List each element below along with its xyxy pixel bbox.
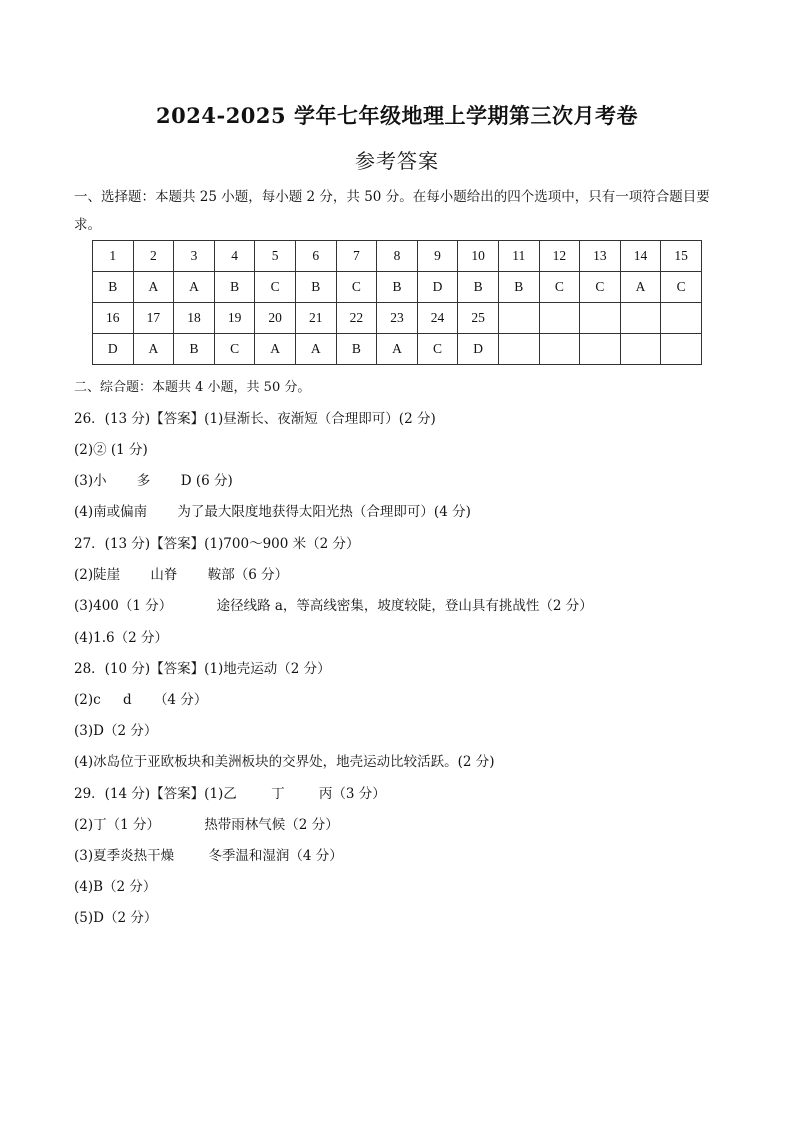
page-subtitle: 参考答案: [355, 149, 439, 173]
q26-answer-4: [74, 500, 471, 520]
table-cell: [498, 303, 539, 334]
table-row: [93, 303, 702, 334]
table-cell: 18: [174, 303, 215, 334]
table-cell: A: [174, 272, 215, 303]
table-cell: D: [417, 272, 458, 303]
table-row: [93, 241, 702, 272]
section1-intro: 一、选择题：本题共 25 小题，每小题 2 分，共 50 分。在每小题给出的四个选项中，只有一项符合题目要求。: [74, 189, 710, 233]
q26-answer-2: (2)② (1 分): [74, 442, 148, 458]
table-row: [93, 272, 702, 303]
table-cell: 13: [580, 241, 621, 272]
table-cell: C: [661, 272, 702, 303]
table-cell: [539, 303, 580, 334]
q26-answer-4a: (4)南或偏南: [74, 504, 148, 520]
table-cell: B: [336, 334, 377, 365]
q28-answer-1: 28．(10 分)【答案】(1)地壳运动（2 分）: [74, 661, 331, 677]
table-cell: [580, 334, 621, 365]
table-cell: 10: [458, 241, 499, 272]
table-cell: [661, 303, 702, 334]
table-cell: 1: [93, 241, 134, 272]
q28-answer-2: [74, 688, 207, 708]
table-cell: A: [377, 334, 418, 365]
table-cell: D: [458, 334, 499, 365]
q29-answer-1: [74, 782, 386, 802]
q29-answer-2: [74, 813, 339, 833]
q28-answer-2b: d: [122, 692, 132, 708]
table-cell: A: [620, 272, 661, 303]
q28-answer-2a: (2)c: [74, 692, 101, 708]
table-cell: C: [214, 334, 255, 365]
q27-answer-4: (4)1.6（2 分）: [74, 630, 168, 646]
table-cell: 14: [620, 241, 661, 272]
table-cell: A: [295, 334, 336, 365]
table-cell: C: [417, 334, 458, 365]
table-cell: 2: [133, 241, 174, 272]
table-cell: D: [93, 334, 134, 365]
q29-answer-3a: (3)夏季炎热干燥: [74, 848, 175, 864]
table-cell: B: [498, 272, 539, 303]
q27-answer-3: [74, 594, 593, 614]
table-cell: B: [174, 334, 215, 365]
table-cell: 24: [417, 303, 458, 334]
table-row: [93, 334, 702, 365]
table-cell: 7: [336, 241, 377, 272]
q29-answer-5: (5)D（2 分）: [74, 910, 158, 926]
table-cell: 19: [214, 303, 255, 334]
table-cell: B: [214, 272, 255, 303]
q26-answer-3b: 多: [136, 473, 151, 489]
table-cell: 3: [174, 241, 215, 272]
q29-answer-1a: 29．(14 分)【答案】(1)乙: [74, 786, 237, 802]
table-cell: C: [255, 272, 296, 303]
table-cell: 9: [417, 241, 458, 272]
q27-answer-2a: (2)陡崖: [74, 567, 121, 583]
table-cell: 11: [498, 241, 539, 272]
table-cell: A: [133, 334, 174, 365]
table-cell: B: [295, 272, 336, 303]
table-cell: 6: [295, 241, 336, 272]
table-cell: 4: [214, 241, 255, 272]
table-cell: 5: [255, 241, 296, 272]
q26-answer-4b: 为了最大限度地获得太阳光热（合理即可）(4 分): [177, 504, 471, 520]
table-cell: 17: [133, 303, 174, 334]
table-cell: 22: [336, 303, 377, 334]
table-cell: C: [336, 272, 377, 303]
table-cell: 21: [295, 303, 336, 334]
table-cell: A: [255, 334, 296, 365]
table-cell: [580, 303, 621, 334]
q27-answer-2: [74, 563, 288, 583]
table-cell: 15: [661, 241, 702, 272]
q29-answer-4: (4)B（2 分）: [74, 879, 157, 895]
page-title: 2024-2025 学年七年级地理上学期第三次月考卷: [156, 103, 638, 128]
q27-answer-1: 27．(13 分)【答案】(1)700～900 米（2 分）: [74, 536, 360, 552]
q28-answer-3: (3)D（2 分）: [74, 723, 158, 739]
q26-answer-3: [74, 469, 233, 489]
table-cell: B: [93, 272, 134, 303]
table-cell: 25: [458, 303, 499, 334]
table-cell: 16: [93, 303, 134, 334]
q26-answer-3a: (3)小: [74, 473, 107, 489]
q28-answer-2c: （4 分）: [153, 692, 208, 708]
table-cell: [620, 334, 661, 365]
q26-answer-3c: D (6 分): [180, 473, 233, 489]
table-cell: B: [377, 272, 418, 303]
q26-answer-1: 26．(13 分)【答案】(1)昼渐长、夜渐短（合理即可）(2 分): [74, 411, 436, 427]
q27-answer-3a: (3)400（1 分）: [74, 598, 173, 614]
table-cell: 20: [255, 303, 296, 334]
q27-answer-2b: 山脊: [150, 567, 178, 583]
table-cell: [539, 334, 580, 365]
table-cell: [620, 303, 661, 334]
table-cell: C: [539, 272, 580, 303]
table-cell: B: [458, 272, 499, 303]
section2-heading: 二、综合题：本题共 4 小题，共 50 分。: [74, 380, 311, 395]
q27-answer-2c: 鞍部（6 分）: [207, 567, 289, 583]
q29-answer-2a: (2)丁（1 分）: [74, 817, 161, 833]
q29-answer-1c: 丙（3 分）: [318, 786, 386, 802]
table-cell: C: [580, 272, 621, 303]
table-cell: [661, 334, 702, 365]
table-cell: 23: [377, 303, 418, 334]
q27-answer-3b: 途径线路 a，等高线密集，坡度较陡，登山具有挑战性（2 分）: [216, 598, 593, 614]
table-cell: 12: [539, 241, 580, 272]
table-cell: [498, 334, 539, 365]
q29-answer-3b: 冬季温和湿润（4 分）: [208, 848, 343, 864]
q29-answer-1b: 丁: [271, 786, 285, 802]
answer-table: [92, 240, 702, 365]
table-cell: 8: [377, 241, 418, 272]
q29-answer-2b: 热带雨林气候（2 分）: [204, 817, 339, 833]
q29-answer-3: [74, 844, 343, 864]
q28-answer-4: (4)冰岛位于亚欧板块和美洲板块的交界处，地壳运动比较活跃。(2 分): [74, 754, 495, 770]
table-cell: A: [133, 272, 174, 303]
